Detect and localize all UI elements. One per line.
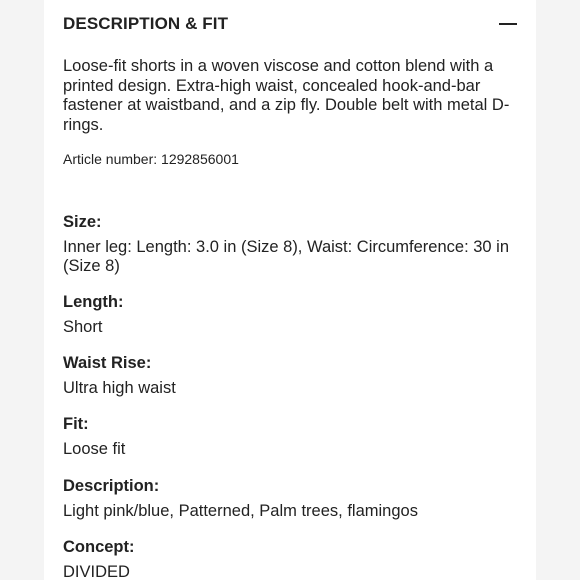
spec-label: Concept: <box>63 538 135 556</box>
description-fit-panel <box>44 0 536 580</box>
spec-value: Short <box>63 317 103 336</box>
section-title: DESCRIPTION & FIT <box>63 14 229 33</box>
article-number: Article number: 1292856001 <box>63 151 239 167</box>
spec-label: Fit: <box>63 415 89 433</box>
spec-label: Description: <box>63 477 160 495</box>
spec-label: Size: <box>63 213 102 231</box>
spec-waist-rise <box>63 354 525 398</box>
spec-label: Waist Rise: <box>63 354 152 372</box>
section-header[interactable] <box>63 14 519 38</box>
spec-value: Inner leg: Length: 3.0 in (Size 8), Waist: Circumference: 30 in (Size 8) <box>63 237 510 275</box>
spec-label: Length: <box>63 293 124 311</box>
spec-length <box>63 293 525 337</box>
collapse-button[interactable] <box>497 14 519 34</box>
spec-value: Light pink/blue, Patterned, Palm trees, flamingos <box>63 501 418 520</box>
spec-fit <box>63 415 525 459</box>
spec-value: Loose fit <box>63 439 126 458</box>
spec-value: DIVIDED <box>63 562 130 580</box>
spec-value: Ultra high waist <box>63 378 176 397</box>
product-description: Loose-fit shorts in a woven viscose and cotton blend with a printed design. Extra-high waist, concealed hook-and-bar fastener at waistband, and a zip fly. Double belt with metal D-rings. <box>63 57 510 134</box>
spec-size <box>63 213 525 277</box>
spec-description <box>63 477 525 521</box>
spec-concept <box>63 538 525 580</box>
minus-icon <box>499 23 517 25</box>
